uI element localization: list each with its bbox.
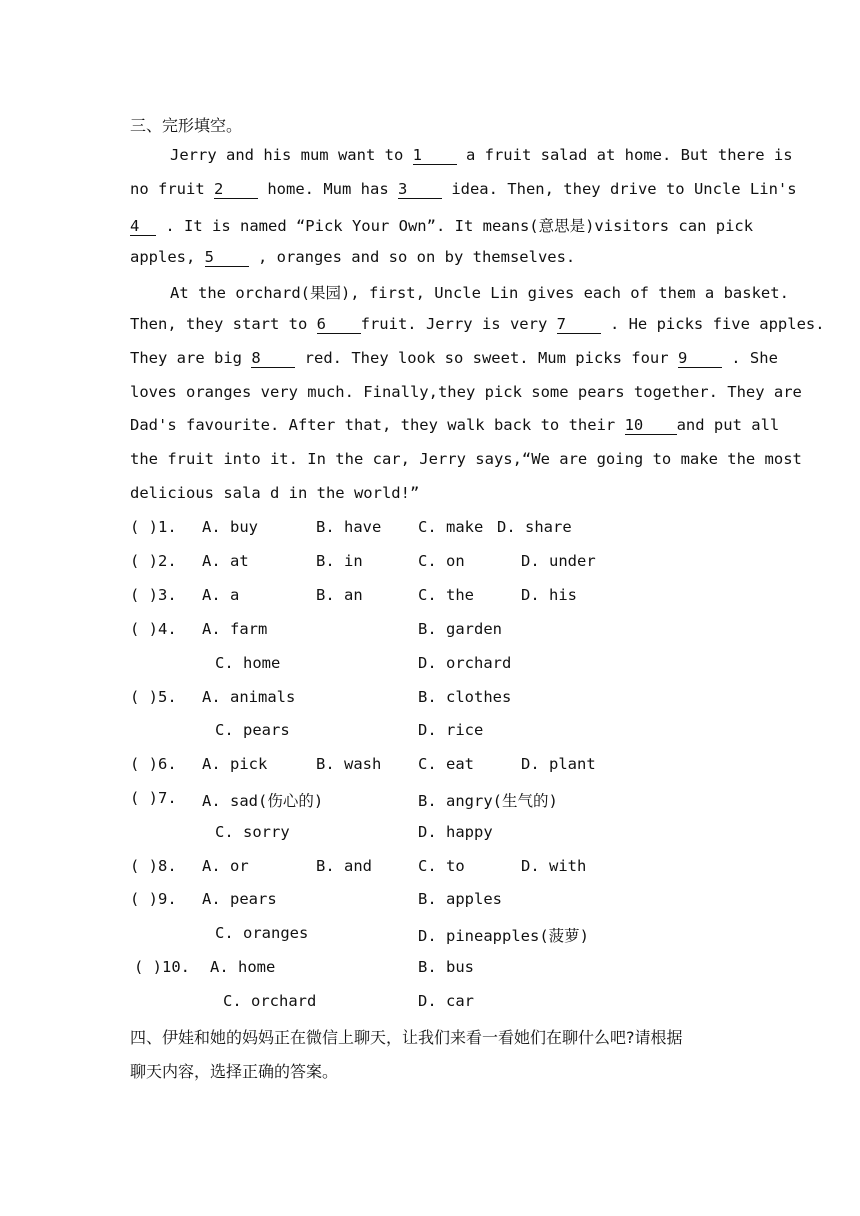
passage-text: fruit. Jerry is very [360, 315, 557, 333]
blank-4: 4 [130, 218, 156, 236]
passage-text: They are big [130, 349, 252, 367]
question-3-option-c: C. the [418, 586, 474, 604]
blank-3: 3 [398, 181, 442, 199]
passage-line [130, 180, 797, 199]
question-10-number: ( )10. [134, 958, 190, 976]
question-6-option-a: A. pick [202, 755, 268, 773]
passage-line [130, 214, 754, 236]
passage-text: idea. Then, they drive to Uncle Lin's [441, 180, 797, 198]
passage-text: , oranges and so on by themselves. [248, 248, 576, 266]
question-2-option-b: B. in [316, 552, 363, 570]
blank-8: 8 [251, 350, 295, 368]
question-6-option-d: D. plant [521, 755, 596, 773]
question-8-option-b: B. and [316, 857, 372, 875]
passage-text: no fruit [130, 180, 214, 198]
passage-line [170, 146, 793, 165]
question-10-option-c: C. orchard [223, 992, 317, 1010]
question-4-option-a: A. farm [202, 620, 268, 638]
question-6-option-b: B. wash [316, 755, 382, 773]
question-10-option-d: D. car [418, 992, 474, 1010]
question-7-option-d: D. happy [418, 823, 493, 841]
question-3-option-d: D. his [521, 586, 577, 604]
question-8-number: ( )8. [130, 857, 177, 875]
question-10-option-b: B. bus [418, 958, 474, 976]
question-4-number: ( )4. [130, 620, 177, 638]
passage-line [130, 349, 778, 368]
section-3-title: 三、完形填空。 [130, 116, 243, 135]
passage-text: . He picks five apples. [600, 315, 825, 333]
passage-text: Dad's favourite. After that, they walk back to their [130, 416, 625, 434]
question-5-number: ( )5. [130, 688, 177, 706]
question-7-option-b: B. angry(生气的) [418, 792, 558, 810]
question-5-option-c: C. pears [215, 721, 290, 739]
blank-2: 2 [214, 181, 258, 199]
question-7-number: ( )7. [130, 789, 177, 807]
question-9-option-b: B. apples [418, 890, 502, 908]
question-4-option-b: B. garden [418, 620, 502, 638]
passage-text: a fruit salad at home. But there is [456, 146, 793, 164]
question-4-option-c: C. home [215, 654, 281, 672]
question-6-number: ( )6. [130, 755, 177, 773]
passage-text: and put all [676, 416, 780, 434]
blank-10: 10 [625, 417, 677, 435]
question-9-option-d: D. pineapples(菠萝) [418, 927, 589, 945]
question-9-option-a: A. pears [202, 890, 277, 908]
question-2-option-a: A. at [202, 552, 249, 570]
question-3-option-b: B. an [316, 586, 363, 604]
blank-9: 9 [678, 350, 722, 368]
question-4-option-d: D. orchard [418, 654, 512, 672]
blank-1: 1 [413, 147, 457, 165]
blank-7: 7 [557, 316, 601, 334]
passage-line: At the orchard(果园), first, Uncle Lin gives each of them a basket. [170, 284, 789, 302]
passage-line: delicious sala d in the world!” [130, 484, 420, 502]
question-9-option-c: C. oranges [215, 924, 309, 942]
section-4-instruction-continued: 聊天内容，选择正确的答案。 [130, 1062, 339, 1081]
passage-text: . She [721, 349, 778, 367]
question-1-option-d: D. share [497, 518, 572, 536]
question-8-option-d: D. with [521, 857, 587, 875]
question-10-option-a: A. home [210, 958, 276, 976]
question-1-option-b: B. have [316, 518, 382, 536]
question-5-option-a: A. animals [202, 688, 296, 706]
passage-text: . It is named “Pick Your Own”. It means(意思是)visitors can pick [156, 217, 754, 235]
question-9-number: ( )9. [130, 890, 177, 908]
blank-5: 5 [205, 249, 249, 267]
passage-text: Then, they start to [130, 315, 317, 333]
section-4-instruction: 四、伊娃和她的妈妈正在微信上聊天，让我们来看一看她们在聊什么吧?请根据 [130, 1028, 683, 1047]
passage-text: home. Mum has [258, 180, 398, 198]
question-8-option-a: A. or [202, 857, 249, 875]
question-7-option-c: C. sorry [215, 823, 290, 841]
passage-line [130, 248, 730, 267]
question-7-option-a: A. sad(伤心的) [202, 792, 324, 810]
passage-text: Jerry and his mum want to [170, 146, 413, 164]
blank-6: 6 [317, 316, 361, 334]
passage-line [130, 315, 825, 334]
passage-text: apples, [130, 248, 205, 266]
question-8-option-c: C. to [418, 857, 465, 875]
question-1-number: ( )1. [130, 518, 177, 536]
question-2-option-c: C. on [418, 552, 465, 570]
question-5-option-d: D. rice [418, 721, 484, 739]
question-1-option-c: C. make [418, 518, 484, 536]
question-3-number: ( )3. [130, 586, 177, 604]
question-2-option-d: D. under [521, 552, 596, 570]
question-6-option-c: C. eat [418, 755, 474, 773]
passage-line: loves oranges very much. Finally,they pick some pears together. They are [130, 383, 802, 401]
passage-line [130, 416, 780, 435]
question-2-number: ( )2. [130, 552, 177, 570]
passage-line: the fruit into it. In the car, Jerry says,“We are going to make the most [130, 450, 802, 468]
question-5-option-b: B. clothes [418, 688, 512, 706]
question-3-option-a: A. a [202, 586, 240, 604]
question-1-option-a: A. buy [202, 518, 258, 536]
passage-text: red. They look so sweet. Mum picks four [295, 349, 678, 367]
